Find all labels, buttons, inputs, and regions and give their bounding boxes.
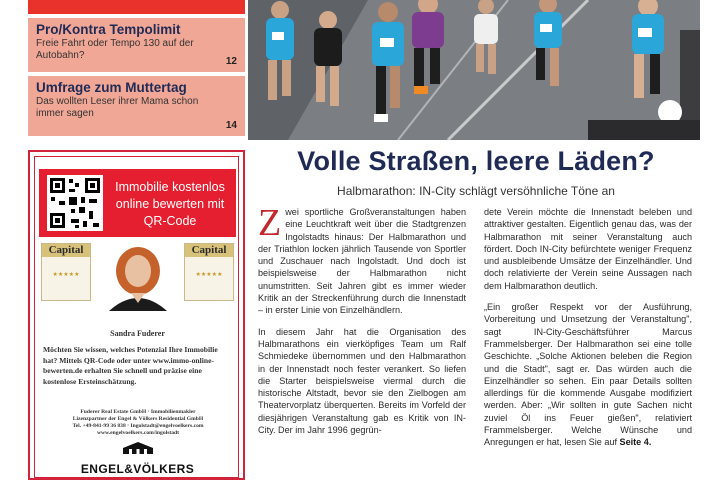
teaser-text: Das wollten Leser ihrer Mama schon immer sagen <box>36 96 199 119</box>
engel-voelkers-logo <box>35 441 240 476</box>
article-paragraph <box>484 301 692 449</box>
page-reference-link[interactable]: Seite 4. <box>619 437 652 448</box>
ad-header-banner <box>39 169 236 237</box>
marathon-runners-photo <box>248 0 700 140</box>
ad-firm-details <box>43 409 233 437</box>
teaser-title: Umfrage zum Muttertag <box>36 80 187 95</box>
paragraph-text: wei sportliche Großveranstaltungen haben eine Leuchtkraft weit über die Stadtgrenzen Ingolstadts hinaus: Der Halbmarathon und der Triathlon locken jährlich Tausende von Sportler und Zuschauer nach Ingolstadt. Und doch ist beispielsweise der Halbmarathon nicht unumstritten. Seit Jahren gibt es immer wieder Kritik an der Streckenführung durch die Innenstadt – in erster Linie von Einzelhändlern. <box>258 207 466 316</box>
rating-stars-icon: ★★★★★ <box>52 272 80 278</box>
ad-inner-frame <box>34 156 239 478</box>
teaser-text: Freie Fahrt oder Tempo 130 auf der Autobahn? <box>36 38 194 61</box>
article-headline: Volle Straßen, leere Läden? <box>297 146 655 176</box>
teaser-page-number: 14 <box>225 120 237 131</box>
ad-body-text: Möchten Sie wissen, welches Potenzial Ihre Immobilie hat? Mittels QR-Code oder unter www.immo-online-bewerten.de erhalten Sie schnell und präzise eine kostenlose Ersteinschätzung. <box>43 345 218 386</box>
article-column-1 <box>258 202 466 445</box>
teaser-top-bar <box>28 0 245 14</box>
ad-slogan: Immobilie kostenlos online bewerten mit QR-Code <box>115 180 225 228</box>
article-paragraph: dete Verein möchte die Innenstadt beleben und attraktiver gestalten. Eigentlich genau das, was der Halbmarathon mit seiner Veranstaltung auch fördert. Doch IN-City befürchtete weniger Frequenz und ausbleibende Umsätze der Einzelhändler. Und doch relativierte der Verein seine Aussagen nach dem Halbmarathon deutlich. <box>484 207 692 291</box>
qr-code-icon[interactable] <box>47 175 103 231</box>
paragraph-text: „Ein großer Respekt vor der Ausführung, Vorbereitung und Umsetzung der Veranstaltung", sagt IN-City-Geschäftsführer Marcus Frammelsberger. Der Halbmarathon sei eine tolle Geschichte. „Solche Aktionen beleben die Region und die Stadt", sagt er. Das würden auch die Einzelhändler so sehen. Ein paar Details sollten allerdings für die kommende Ausgabe modifiziert werden. Aber: „Wir sollten in gute Sachen nicht zuviel Öl ins Feuer gießen", relativiert Frammelsberger. Welche Wünsche und Anregungen er hat, lesen Sie auf <box>484 302 692 448</box>
drop-cap: Z <box>258 202 282 244</box>
agent-name: Sandra Fuderer <box>110 329 165 338</box>
ad-agent-photo-row <box>39 241 236 311</box>
firm-website-link[interactable]: www.engelvoelkers.com/ingolstadt <box>96 430 180 436</box>
teaser-tempolimit[interactable] <box>28 18 245 72</box>
agent-portrait <box>95 241 181 311</box>
firm-contact[interactable]: Tel. +49-841-99 36 838 · Ingolstadt@engelvoelkers.com <box>72 423 204 429</box>
capital-award-badge <box>184 243 234 301</box>
teaser-page-number: 12 <box>225 56 237 67</box>
teaser-muttertag[interactable] <box>28 76 245 136</box>
brand-name: ENGEL&VÖLKERS <box>80 462 195 476</box>
badge-label: Capital <box>42 244 90 257</box>
article-paragraph <box>258 202 466 317</box>
firm-line: Lizenzpartner der Engel & Völkers Residential GmbH <box>72 416 204 422</box>
capital-award-badge <box>41 243 91 301</box>
badge-label: Capital <box>185 244 233 257</box>
article-column-2 <box>484 206 692 458</box>
teaser-title: Pro/Kontra Tempolimit <box>36 22 181 37</box>
rating-stars-icon: ★★★★★ <box>195 272 223 278</box>
article-paragraph: In diesem Jahr hat die Organisation des Halbmarathons ein vierköpfiges Team um Ralf Schmiedeke übernommen und den Halbmarathon in der Innenstadt noch fester verankert. So liefen die Starter beispielsweise viermal durch die historische Altstadt, bevor sie den Zielbogen am Theatervorplatz überquerten. Bereits im Vorfeld der diesjährigen Veranstaltung gab es Kritik von IN-City. Der im Jahr 1996 gegrün- <box>258 326 466 436</box>
real-estate-advertisement[interactable] <box>28 150 245 480</box>
article-subheadline: Halbmarathon: IN-City schlägt versöhnliche Töne an <box>337 184 615 198</box>
house-logo-icon <box>121 441 155 455</box>
firm-line: Fuderer Real Estate GmbH · Immobilienmakler <box>80 409 196 415</box>
